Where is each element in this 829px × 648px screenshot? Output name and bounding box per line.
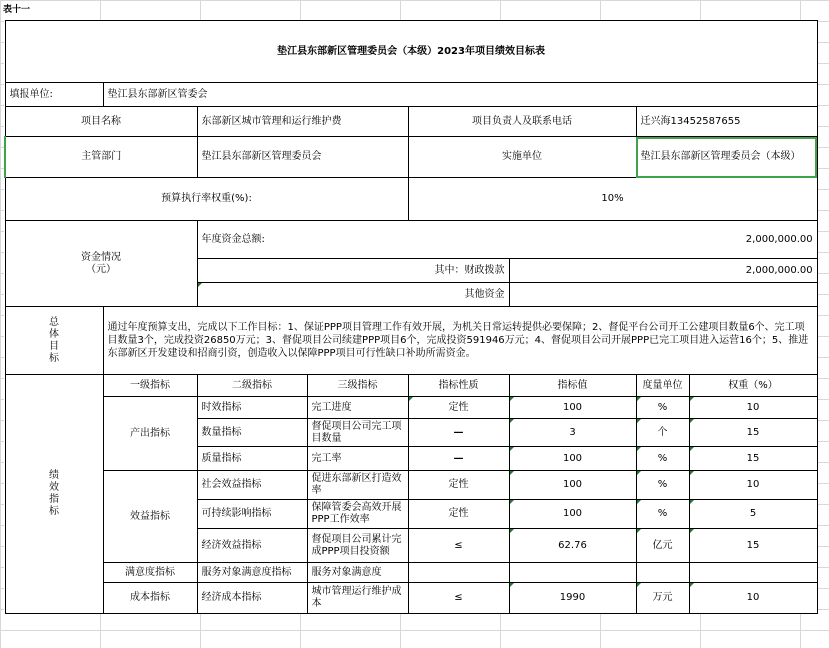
value-cell[interactable]: 62.76 bbox=[509, 529, 636, 563]
nature-cell[interactable]: ≤ bbox=[408, 529, 509, 563]
weight-cell[interactable] bbox=[689, 563, 817, 583]
level1-satisfaction: 满意度指标 bbox=[103, 563, 197, 583]
level3-cell: 督促项目公司累计完成PPP项目投资额 bbox=[307, 529, 408, 563]
overall-goal-label bbox=[5, 307, 103, 375]
performance-table bbox=[4, 20, 818, 614]
level2-cell: 质量指标 bbox=[197, 447, 307, 471]
level2-cell: 社会效益指标 bbox=[197, 471, 307, 500]
impl-label: 实施单位 bbox=[408, 137, 636, 178]
weight-cell[interactable]: 15 bbox=[689, 447, 817, 471]
unit-cell[interactable] bbox=[636, 563, 689, 583]
weight-cell[interactable]: 15 bbox=[689, 529, 817, 563]
sheet-label: 表十一 bbox=[3, 5, 31, 15]
level2-cell: 经济效益指标 bbox=[197, 529, 307, 563]
header-nature: 指标性质 bbox=[408, 375, 509, 397]
perf-label-text: 绩效指标 bbox=[49, 470, 59, 517]
level1-output: 产出指标 bbox=[103, 397, 197, 471]
level2-cell: 时效指标 bbox=[197, 397, 307, 419]
budget-weight-value[interactable]: 10% bbox=[408, 178, 817, 221]
weight-cell[interactable]: 5 bbox=[689, 500, 817, 529]
nature-cell[interactable]: ≤ bbox=[408, 583, 509, 614]
level3-cell: 促进东部新区打造效率 bbox=[307, 471, 408, 500]
nature-cell[interactable]: 定性 bbox=[408, 471, 509, 500]
dept-value[interactable]: 垫江县东部新区管理委员会 bbox=[197, 137, 408, 178]
weight-cell[interactable]: 10 bbox=[689, 397, 817, 419]
level2-cell: 服务对象满意度指标 bbox=[197, 563, 307, 583]
nature-cell[interactable]: 定性 bbox=[408, 397, 509, 419]
funds-other-value[interactable] bbox=[509, 283, 817, 307]
header-level2: 二级指标 bbox=[197, 375, 307, 397]
level2-cell: 经济成本指标 bbox=[197, 583, 307, 614]
level3-cell: 完工进度 bbox=[307, 397, 408, 419]
header-weight: 权重（%） bbox=[689, 375, 817, 397]
funds-fiscal-label: 其中：财政拨款 bbox=[197, 259, 509, 283]
unit-cell[interactable]: 万元 bbox=[636, 583, 689, 614]
weight-cell[interactable]: 15 bbox=[689, 419, 817, 447]
level1-benefit: 效益指标 bbox=[103, 471, 197, 563]
header-unit: 度量单位 bbox=[636, 375, 689, 397]
project-owner-label: 项目负责人及联系电话 bbox=[408, 107, 636, 137]
level1-cost: 成本指标 bbox=[103, 583, 197, 614]
overall-goal-label-text: 总体目标 bbox=[49, 316, 59, 364]
funds-label-line2: （元） bbox=[86, 263, 116, 275]
nature-cell[interactable]: — bbox=[408, 447, 509, 471]
level3-cell: 完工率 bbox=[307, 447, 408, 471]
funds-label bbox=[5, 221, 197, 307]
project-name-label: 项目名称 bbox=[5, 107, 197, 137]
dept-label: 主管部门 bbox=[5, 137, 197, 178]
value-cell[interactable]: 1990 bbox=[509, 583, 636, 614]
level2-cell: 可持续影响指标 bbox=[197, 500, 307, 529]
fill-unit-label: 填报单位: bbox=[5, 83, 103, 107]
overall-goal-text[interactable]: 通过年度预算支出，完成以下工作目标：1、保证PPP项目管理工作有效开展，为机关日常运转提供必要保障；2、督促平台公司开工公建项目数量6个、完工项目数量3个，完成投资26850万元；3、督促项目公司续建PPP项目6个，完成投资591946万元；4、督促项目公司开展PPP已完工项目进入运营16个；5、推进东部新区开发建设和招商引资，创造收入以保障PPP项目可行性缺口补助所需资金。 bbox=[103, 307, 817, 375]
level3-cell: 服务对象满意度 bbox=[307, 563, 408, 583]
header-level1: 一级指标 bbox=[103, 375, 197, 397]
perf-label bbox=[5, 375, 103, 614]
value-cell[interactable]: 100 bbox=[509, 447, 636, 471]
level3-cell: 城市管理运行维护成本 bbox=[307, 583, 408, 614]
funds-total-label: 年度资金总额: bbox=[201, 233, 265, 245]
header-value: 指标值 bbox=[509, 375, 636, 397]
nature-cell[interactable] bbox=[408, 563, 509, 583]
value-cell[interactable]: 3 bbox=[509, 419, 636, 447]
value-cell[interactable]: 100 bbox=[509, 397, 636, 419]
nature-cell[interactable]: 定性 bbox=[408, 500, 509, 529]
funds-total-row bbox=[197, 221, 817, 259]
unit-cell[interactable]: % bbox=[636, 471, 689, 500]
fill-unit-value: 垫江县东部新区管委会 bbox=[103, 83, 817, 107]
unit-cell[interactable]: % bbox=[636, 447, 689, 471]
budget-weight-label: 预算执行率权重(%): bbox=[5, 178, 408, 221]
weight-cell[interactable]: 10 bbox=[689, 583, 817, 614]
unit-cell[interactable]: % bbox=[636, 500, 689, 529]
funds-total-value[interactable]: 2,000,000.00 bbox=[745, 233, 813, 245]
unit-cell[interactable]: 个 bbox=[636, 419, 689, 447]
weight-cell[interactable]: 10 bbox=[689, 471, 817, 500]
level3-cell: 保障管委会高效开展PPP工作效率 bbox=[307, 500, 408, 529]
value-cell[interactable]: 100 bbox=[509, 471, 636, 500]
header-level3: 三级指标 bbox=[307, 375, 408, 397]
funds-other-label: 其他资金 bbox=[197, 283, 509, 307]
project-name-value[interactable]: 东部新区城市管理和运行维护费 bbox=[197, 107, 408, 137]
level2-cell: 数量指标 bbox=[197, 419, 307, 447]
project-owner-value[interactable]: 迁兴海13452587655 bbox=[636, 107, 817, 137]
value-cell[interactable]: 100 bbox=[509, 500, 636, 529]
value-cell[interactable] bbox=[509, 563, 636, 583]
unit-cell[interactable]: 亿元 bbox=[636, 529, 689, 563]
level3-cell: 督促项目公司完工项目数量 bbox=[307, 419, 408, 447]
unit-cell[interactable]: % bbox=[636, 397, 689, 419]
funds-label-line1: 资金情况 bbox=[81, 251, 121, 263]
nature-cell[interactable]: — bbox=[408, 419, 509, 447]
impl-value[interactable]: 垫江县东部新区管理委员会（本级） bbox=[636, 137, 817, 178]
funds-fiscal-value[interactable]: 2,000,000.00 bbox=[509, 259, 817, 283]
table-title: 垫江县东部新区管理委员会（本级）2023年项目绩效目标表 bbox=[5, 21, 817, 83]
